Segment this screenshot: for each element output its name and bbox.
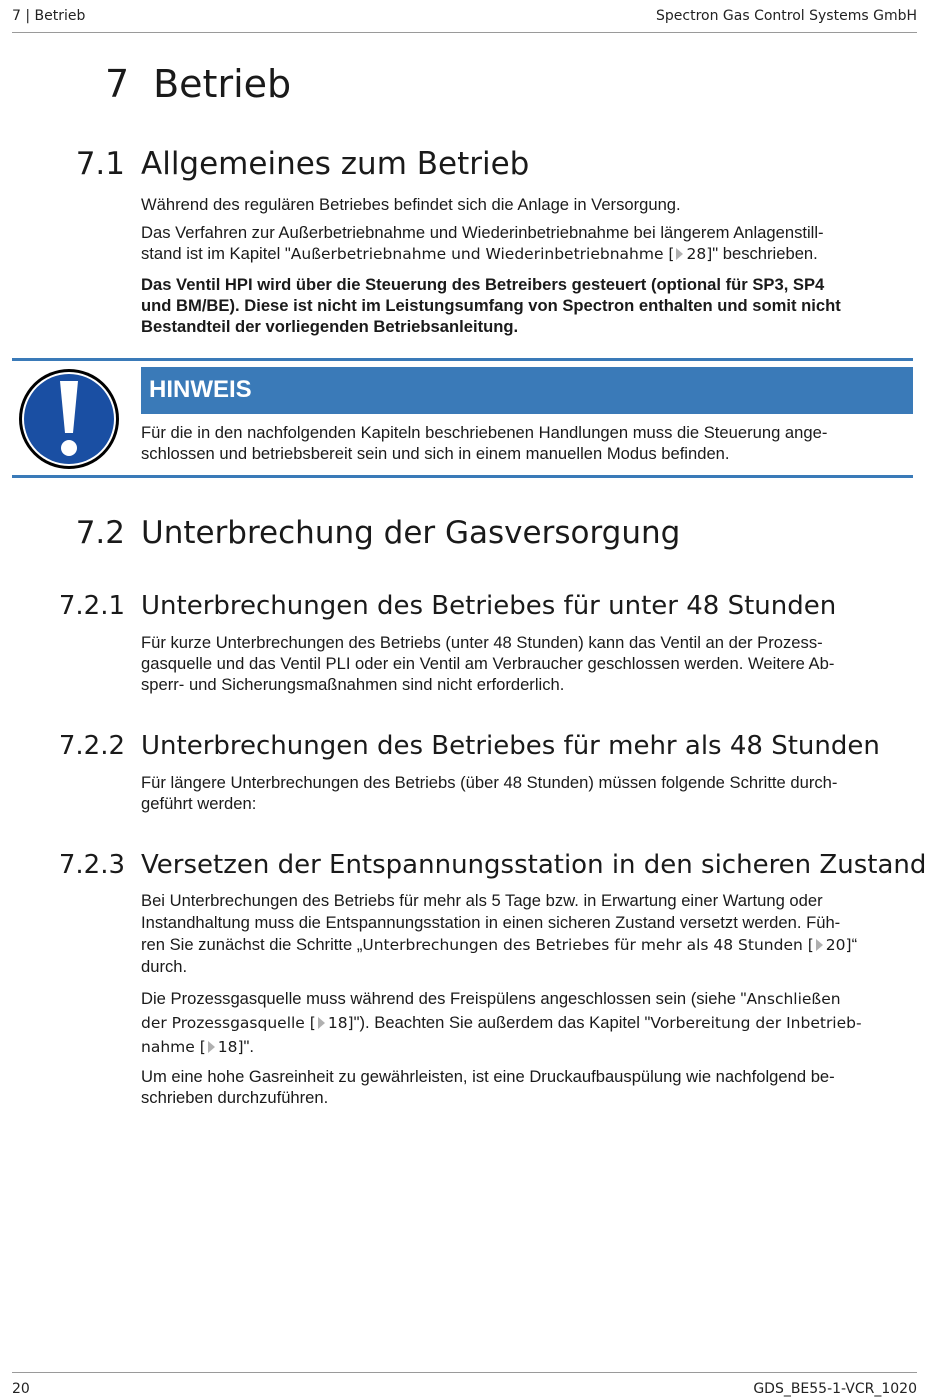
notice-text: Für die in den nachfolgenden Kapiteln beschriebenen Handlungen muss die Steuerung ange- schlossen und betriebsbereit sein und sich in einem manuellen Modus befinden.	[141, 423, 828, 463]
section-number: 7.2	[75, 515, 125, 551]
paragraph: Bei Unterbrechungen des Betriebs für mehr als 5 Tage bzw. in Erwartung einer Wartung oder Instandhaltung muss die Entspannungsstation in einen sicheren Zustand versetzt werden. Füh- ren Sie zunächst die Schritte „Unterbrechungen des Betriebes für mehr als 48 Stunden [ 20]“ durch.	[141, 891, 858, 976]
document-id: GDS_BE55-1-VCR_1020	[753, 1381, 917, 1397]
chapter-title: Betrieb	[153, 62, 292, 106]
cross-reference-link[interactable]: der Prozessgasquelle [ 18]	[141, 1014, 354, 1032]
section-title: Versetzen der Entspannungsstation in den sicheren Zustand	[141, 850, 927, 880]
cross-reference-link[interactable]: Anschließen	[746, 990, 841, 1008]
section-number: 7.1	[75, 146, 125, 182]
section-title: Unterbrechungen des Betriebes für mehr als 48 Stunden	[141, 731, 880, 761]
section-heading-7-2	[75, 515, 681, 551]
paragraph: Für kurze Unterbrechungen des Betriebs (unter 48 Stunden) kann das Ventil an der Prozess- gasquelle und das Ventil PLI oder ein Ventil am Verbraucher geschlossen werden. Weitere Ab- sperr- und Sicherungsmaßnahmen sind nicht erforderlich.	[141, 633, 835, 694]
chapter-heading	[105, 62, 291, 106]
exclamation-icon	[17, 367, 121, 471]
section-number: 7.2.3	[58, 850, 125, 880]
chapter-number: 7	[105, 62, 130, 106]
paragraph: Das Verfahren zur Außerbetriebnahme und Wiederinbetriebnahme bei längerem Anlagenstill- stand ist im Kapitel "Außerbetriebnahme und Wiederinbetriebnahme [ 28]" beschrieben.	[141, 223, 824, 263]
header-company: Spectron Gas Control Systems GmbH	[656, 8, 917, 24]
section-title: Unterbrechungen des Betriebes für unter 48 Stunden	[141, 591, 837, 621]
section-number: 7.2.1	[58, 591, 125, 621]
header-chapter: 7 | Betrieb	[12, 8, 86, 24]
section-title: Allgemeines zum Betrieb	[141, 146, 530, 182]
cross-reference-link[interactable]: Außerbetriebnahme und Wiederinbetriebnahme [ 28]	[290, 245, 713, 263]
paragraph: Die Prozessgasquelle muss während des Freispülens angeschlossen sein (siehe "Anschließen der Prozessgasquelle [ 18]"). Beachten Sie außerdem das Kapitel "Vorbereitung der Inbetrieb- nahme [ 18]".	[141, 989, 862, 1056]
page-footer	[12, 1372, 917, 1400]
page-number: 20	[12, 1381, 30, 1397]
section-number: 7.2.2	[58, 731, 125, 761]
subsection-heading-7-2-2	[58, 731, 880, 761]
notice-label: HINWEIS	[141, 367, 913, 414]
section-title: Unterbrechung der Gasversorgung	[141, 515, 681, 551]
paragraph: Während des regulären Betriebes befindet sich die Anlage in Versorgung.	[141, 195, 681, 214]
page-arrow-icon	[318, 1017, 325, 1029]
page-header	[12, 8, 917, 33]
paragraph: Um eine hohe Gasreinheit zu gewährleisten, ist eine Druckaufbauspülung wie nachfolgend be- schrieben durchzuführen.	[141, 1067, 835, 1107]
notice-box	[12, 358, 913, 478]
paragraph-bold: Das Ventil HPI wird über die Steuerung des Betreibers gesteuert (optional für SP3, SP4 und BM/BE). Diese ist nicht im Leistungsumfang von Spectron enthalten und somit nicht Bestandteil der vorliegenden Betriebsanleitung.	[141, 275, 841, 336]
page-arrow-icon	[676, 248, 683, 260]
page-arrow-icon	[816, 939, 823, 951]
cross-reference-link[interactable]: nahme [ 18]	[141, 1038, 244, 1056]
page-arrow-icon	[208, 1041, 215, 1053]
cross-reference-link[interactable]: Unterbrechungen des Betriebes für mehr als 48 Stunden [ 20]	[362, 936, 852, 954]
subsection-heading-7-2-1	[58, 591, 837, 621]
subsection-heading-7-2-3	[58, 850, 927, 880]
section-heading-7-1	[75, 146, 530, 182]
cross-reference-link[interactable]: Vorbereitung der Inbetrieb-	[650, 1014, 862, 1032]
paragraph: Für längere Unterbrechungen des Betriebs (über 48 Stunden) müssen folgende Schritte durch- geführt werden:	[141, 773, 838, 813]
